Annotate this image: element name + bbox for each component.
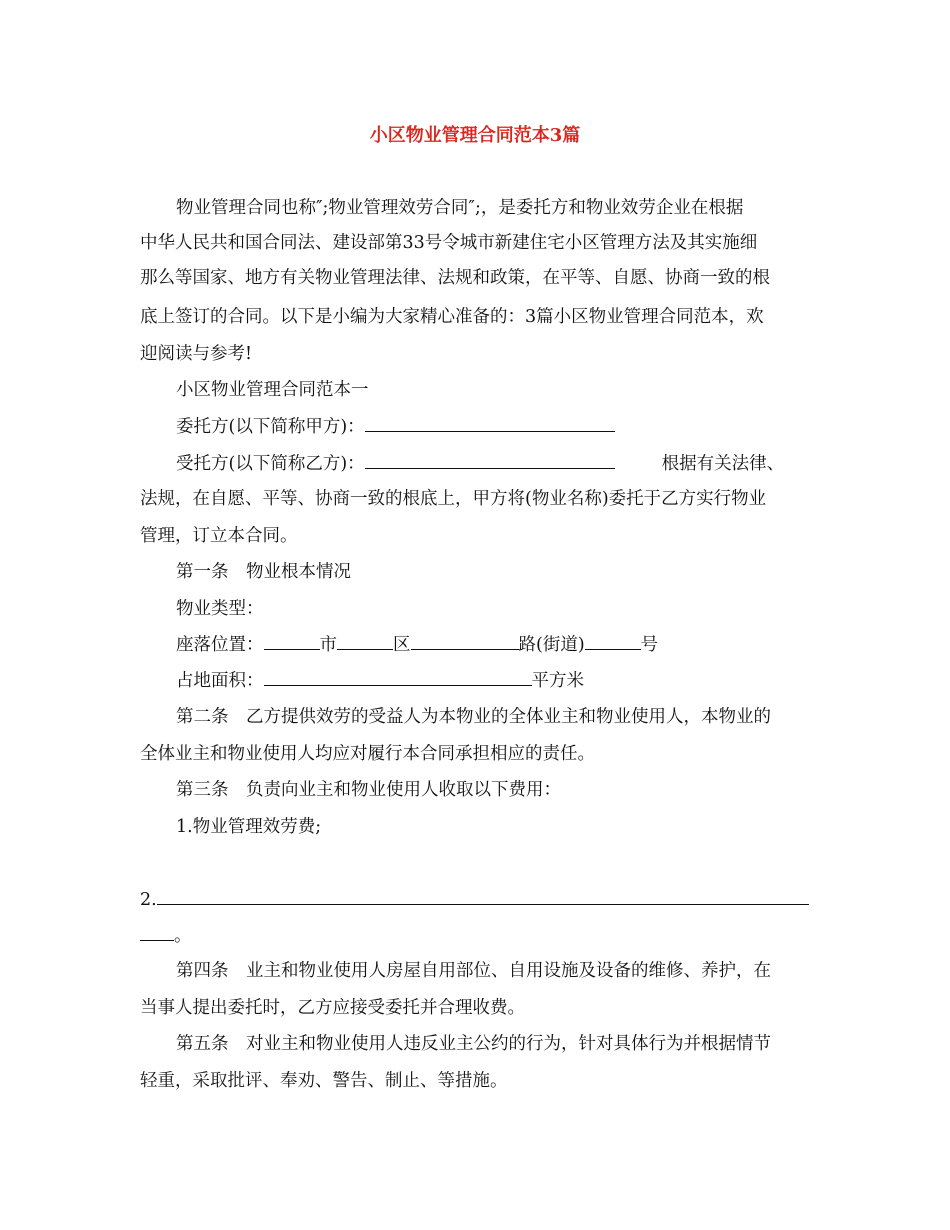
party-b-blank: [365, 452, 615, 469]
party-b-tail: 根据有关法律、: [661, 454, 785, 474]
area-unit: 平方米: [531, 671, 584, 691]
party-a-blank: [365, 415, 615, 432]
fee-item-2-blank: [157, 888, 809, 905]
fee-item-2-prefix: 2.: [140, 890, 157, 910]
article3-heading: 第三条 负责向业主和物业使用人收取以下费用：: [176, 780, 561, 800]
article2-line-2: 全体业主和物业使用人均应对履行本合同承担相应的责任。: [140, 744, 595, 764]
article5-line-2: 轻重，采取批评、奉劝、警告、制止、等措施。: [140, 1071, 508, 1091]
article4-line-2: 当事人提出委托时，乙方应接受委托并合理收费。: [140, 998, 525, 1018]
intro-line-4: 底上签订的合同。以下是小编为大家精心准备的：3篇小区物业管理合同范本，欢: [140, 307, 764, 327]
party-b-line: [176, 452, 784, 476]
page-title: 小区物业管理合同范本3篇: [369, 125, 581, 146]
location-label: 座落位置：: [176, 635, 264, 655]
location-line: [176, 633, 658, 657]
intro-line-1: 物业管理合同也称″;物业管理效劳合同″;，是委托方和物业效劳企业在根据: [176, 198, 744, 218]
fee-item-1: 1.物业管理效劳费;: [176, 817, 322, 837]
fee-item-2-line: [140, 888, 809, 912]
area-blank: [264, 669, 532, 686]
city-blank: [264, 633, 320, 650]
fee-item-2-blank-cont: [140, 924, 174, 941]
fee-item-2-end: 。: [174, 926, 192, 946]
road-label: 路(街道): [518, 635, 585, 655]
article2-line-1: 第二条 乙方提供效劳的受益人为本物业的全体业主和物业使用人，本物业的: [176, 707, 771, 727]
party-a-label: 委托方(以下简称甲方)：: [176, 417, 365, 437]
fee-item-2-cont: [140, 924, 192, 948]
section-heading: 小区物业管理合同范本一: [176, 380, 369, 400]
party-a-line: [176, 415, 615, 439]
preamble-line-1: 法规，在自愿、平等、协商一致的根底上，甲方将(物业名称)委托于乙方实行物业: [140, 489, 767, 509]
intro-line-3: 那么等国家、地方有关物业管理法律、法规和政策，在平等、自愿、协商一致的根: [140, 268, 770, 288]
area-label: 占地面积：: [176, 671, 264, 691]
district-label: 区: [393, 635, 411, 655]
number-label: 号: [640, 635, 659, 655]
article4-line-1: 第四条 业主和物业使用人房屋自用部位、自用设施及设备的维修、养护，在: [176, 961, 771, 981]
city-label: 市: [319, 635, 337, 655]
property-type-label: 物业类型：: [176, 599, 264, 619]
road-blank: [411, 633, 519, 650]
district-blank: [337, 633, 393, 650]
number-blank: [585, 633, 641, 650]
intro-line-5: 迎阅读与参考!: [140, 344, 253, 364]
intro-line-2: 中华人民共和国合同法、建设部第33号令城市新建住宅小区管理方法及其实施细: [140, 233, 758, 253]
article1-heading: 第一条 物业根本情况: [176, 562, 351, 582]
party-b-label: 受托方(以下简称乙方)：: [176, 454, 365, 474]
article5-line-1: 第五条 对业主和物业使用人违反业主公约的行为，针对具体行为并根据情节: [176, 1034, 771, 1054]
preamble-line-2: 管理，订立本合同。: [140, 526, 298, 546]
area-line: [176, 669, 584, 693]
